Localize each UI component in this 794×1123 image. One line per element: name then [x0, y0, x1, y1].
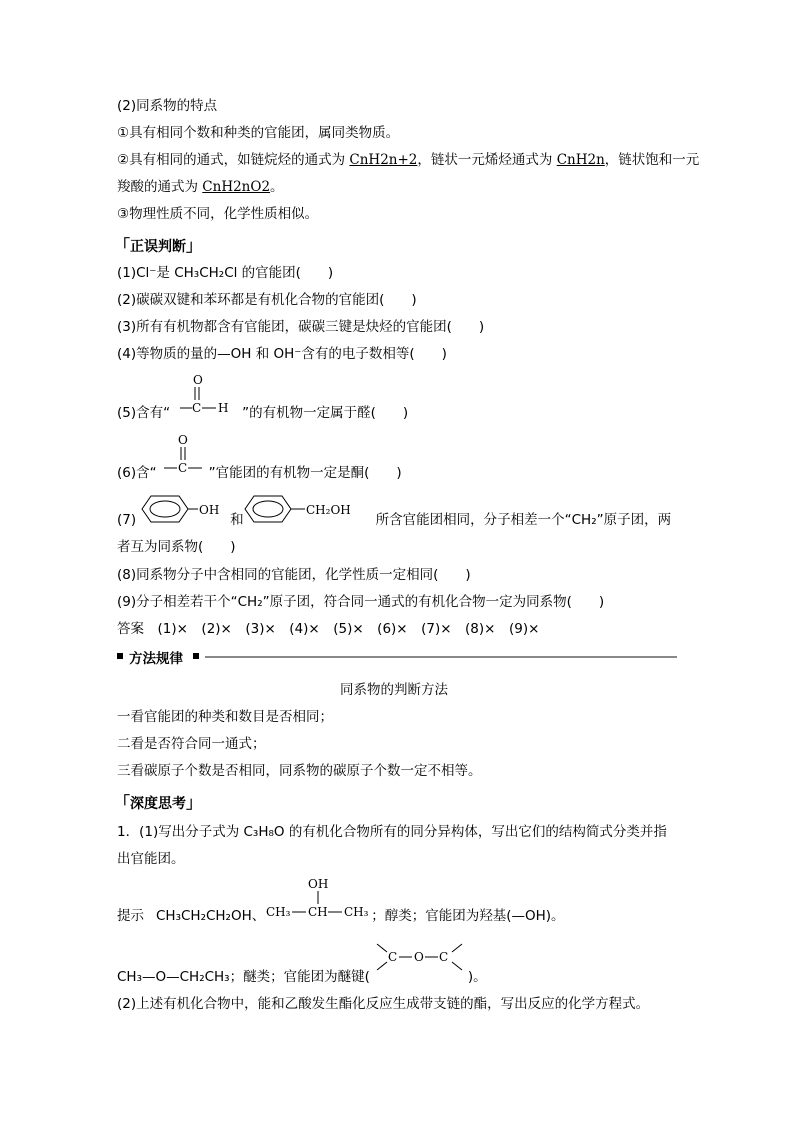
point-2-line1: [117, 151, 699, 169]
hint-label: 提示: [117, 908, 144, 924]
question-6-text-b: ”官能团的有机物一定是酮( ): [208, 465, 402, 481]
carbon-label: C: [439, 950, 449, 964]
acid-formula: CnH2nO2: [202, 179, 271, 195]
method-rule-3: 三看碳原子个数是否相同，同系物的碳原子个数一定不相等。: [117, 763, 482, 779]
alkene-formula: CnH2n: [556, 152, 605, 168]
ether-text: CH₃—O—CH₂CH₃；醚类；官能团为醚键(: [117, 969, 370, 985]
bracket-close-icon: 」: [186, 793, 203, 812]
question-7-text-b: 所含官能团相同，分子相差一个“CH₂”原子团，两: [375, 512, 672, 528]
oxygen-label: O: [178, 433, 188, 447]
carbonyl-group-structure: [164, 430, 224, 480]
square-bullet-icon: [193, 653, 199, 659]
method-rule-1: 一看官能团的种类和数目是否相同；: [117, 709, 333, 725]
divider: [205, 656, 677, 658]
carbon-label: C: [388, 950, 398, 964]
methyl-label: CH₃: [344, 905, 369, 919]
question-4: (4)等物质的量的—OH 和 OH⁻含有的电子数相等( ): [117, 346, 447, 362]
section-title: (2)同系物的特点: [117, 98, 218, 114]
isopropanol-structure: [266, 874, 376, 924]
question-3: (3)所有有机物都含有官能团，碳碳三键是炔烃的官能团( ): [117, 319, 485, 335]
question-2: (2)碳碳双键和苯环都是有机化合物的官能团( ): [117, 292, 417, 308]
point-2-text-a: ②具有相同的通式，如链烷烃的通式为: [117, 152, 350, 168]
point-2-text-e: 。: [270, 179, 284, 195]
carbon-label: C: [192, 401, 202, 415]
judge-header-label: 正误判断: [130, 239, 187, 255]
point-2-text-c: ，链状饱和一元: [604, 152, 700, 168]
think-2: (2)上述有机化合物中，能和乙酸发生酯化反应生成带支链的酯，写出反应的化学方程式。: [117, 996, 650, 1012]
question-9: (9)分子相差若干个“CH₂”原子团，符合同一通式的有机化合物一定为同系物( ): [117, 594, 605, 610]
question-7-and: 和: [230, 512, 244, 528]
question-5: [117, 404, 408, 422]
phenol-structure: [136, 493, 236, 527]
bracket-close-icon: 」: [186, 236, 203, 255]
bracket-open-icon: 「: [114, 793, 131, 812]
hydroxyl-label: OH: [308, 877, 329, 891]
method-header: [117, 648, 677, 667]
answer-line: 答案 (1)× (2)× (3)× (4)× (5)× (6)× (7)× (8)× (9)×: [117, 621, 540, 637]
oxygen-label: O: [193, 373, 203, 387]
think-1-line2: 出官能团。: [117, 851, 185, 867]
hydroxymethyl-label: CH₂OH: [306, 503, 351, 517]
point-2-line2: [117, 178, 284, 196]
hydrogen-label: H: [218, 401, 229, 415]
question-7-text-a: (7): [117, 512, 137, 528]
method-title: 同系物的判断方法: [340, 682, 448, 698]
think-header: [114, 790, 202, 813]
question-1: (1)Cl⁻是 CH₃CH₂Cl 的官能团( ): [117, 265, 334, 281]
hydroxyl-label: OH: [199, 503, 220, 517]
hint-alcohol-text: ；醇类；官能团为羟基(—OH)。: [371, 908, 565, 924]
oxygen-label: O: [414, 950, 424, 964]
method-rule-2: 二看是否符合同一通式；: [117, 736, 266, 752]
judge-header: [114, 233, 202, 256]
question-6-text-a: (6)含“: [117, 465, 157, 481]
point-2-text-d: 羧酸的通式为: [117, 179, 203, 195]
question-8: (8)同系物分子中含相同的官能团，化学性质一定相同( ): [117, 567, 471, 583]
square-bullet-icon: [117, 653, 123, 659]
carbon-label: C: [178, 461, 188, 475]
alkane-formula: CnH2n+2: [349, 152, 418, 168]
think-1-line1: 1．(1)写出分子式为 C₃H₈O 的有机化合物所有的同分异构体，写出它们的结构简式分类并指: [117, 824, 667, 840]
ether-end: )。: [467, 969, 487, 985]
point-1: ①具有相同个数和种类的官能团，属同类物质。: [117, 125, 400, 141]
bracket-open-icon: 「: [114, 236, 131, 255]
point-2-text-b: ，链状一元烯烃通式为: [417, 152, 557, 168]
question-7-line2: 者互为同系物( ): [117, 539, 236, 555]
methine-label: CH: [308, 905, 328, 919]
propanol-formula: CH₃CH₂CH₂OH、: [156, 908, 266, 924]
think-header-label: 深度思考: [130, 796, 187, 812]
benzyl-alcohol-structure: [243, 493, 373, 527]
question-5-text-b: ”的有机物一定属于醛( ): [242, 405, 409, 421]
methyl-label: CH₃: [266, 905, 291, 919]
question-6: [117, 464, 402, 482]
ether-bond-structure: [372, 940, 472, 980]
point-3: ③物理性质不同，化学性质相似。: [117, 206, 319, 222]
aldehyde-group-structure: [180, 370, 250, 420]
question-5-text-a: (5)含有“: [117, 405, 171, 421]
method-header-label: 方法规律: [129, 651, 183, 667]
